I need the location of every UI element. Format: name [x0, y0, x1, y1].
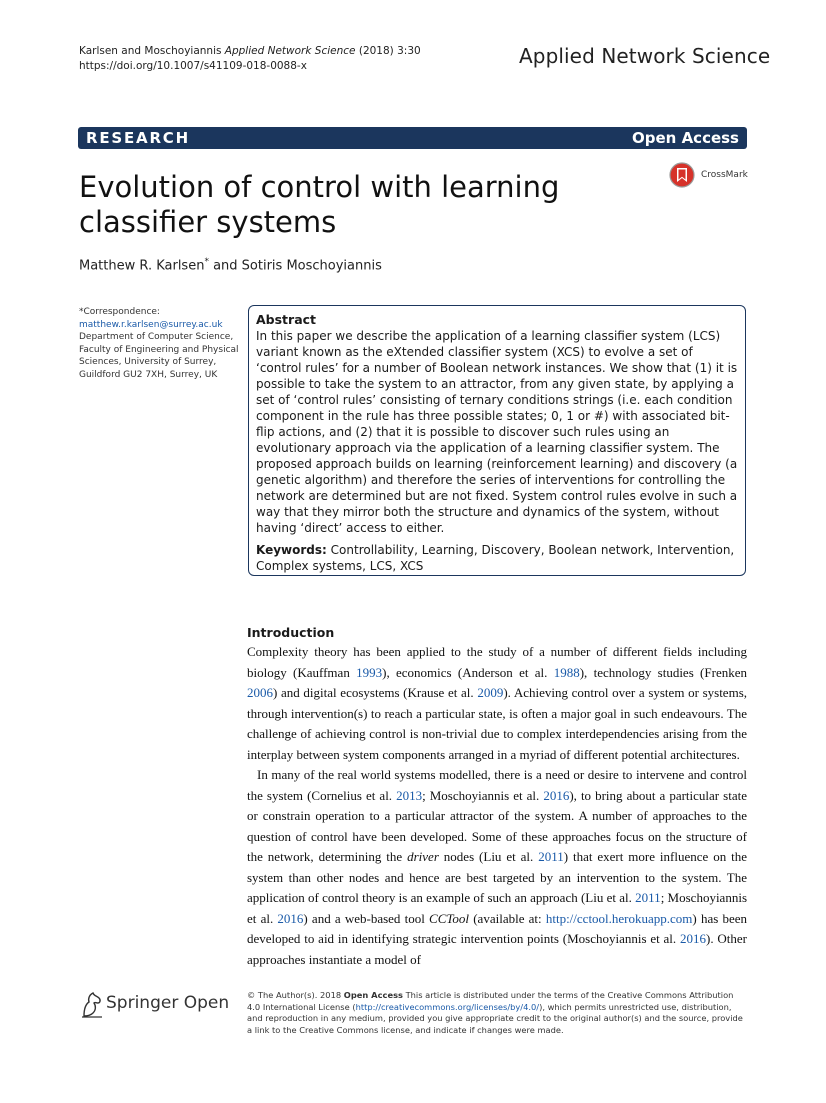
article-type-label: RESEARCH	[86, 129, 190, 147]
citation-link[interactable]: 1988	[553, 664, 580, 680]
paragraph-text: ), technology studies (Frenken	[579, 664, 747, 680]
article-title: Evolution of control with learning classifier systems	[79, 170, 560, 239]
affiliation: Department of Computer Science, Faculty of Engineering and Physical Sciences, University of Surrey, Guildford GU2 7XH, Surrey, UK	[79, 332, 239, 380]
crossmark-icon	[668, 162, 696, 188]
author-list	[79, 257, 382, 273]
license-open-access: Open Access	[343, 990, 403, 1000]
license-link[interactable]: http://creativecommons.org/licenses/by/4.0/	[355, 1001, 540, 1012]
paragraph-text: ) that exert more influence on the system than other nodes and hence are best targeted by an intervention to the system. The application of control theory is an example of such an approach (Liu et al.	[247, 849, 747, 905]
paragraph-text: ) and a web-based tool	[303, 910, 430, 926]
journal-name: Applied Network Science	[519, 44, 771, 68]
paragraph-text: ), economics (Anderson et al.	[382, 664, 554, 680]
citation-link[interactable]: 2016	[680, 931, 706, 946]
open-access-label: Open Access	[632, 129, 739, 147]
abstract-text: In this paper we describe the application of a learning classifier system (LCS) variant known as the eXtended classifier system (XCS) to evolve a set of ‘control rules’ for a number of Boolean network instances. We show that (1) it is possible to take the system to an attractor, from any given state, by applying a set of ‘control rules’ consisting of ternary conditions strings (i.e. each condition component in the rule has three possible states; 0, 1 or #) with associated bit-flip actions, and (2) that it is possible to discover such rules using an evolutionary approach via the application of a learning classifier system. The proposed approach builds on learning (reinforcement learning) and discovery (a genetic algorithm) and therefore the series of interventions for controlling the network are determined but are not fixed. System control rules evolve in such a way that they mirror both the structure and dynamics of the system, without having ‘direct’ access to either.	[256, 329, 738, 535]
correspondence-block	[79, 306, 244, 381]
citation-link[interactable]: http://cctool.herokuapp.com	[545, 910, 693, 926]
correspondence-email[interactable]: matthew.r.karlsen@surrey.ac.uk	[79, 319, 223, 330]
publisher-name: Springer Open	[106, 993, 230, 1013]
correspondence-label: *Correspondence:	[79, 307, 160, 317]
paragraph-text: nodes (Liu et al.	[438, 849, 539, 864]
paragraph-text: ). Other approaches instantiate a model of	[247, 931, 747, 967]
citation-link[interactable]: 2011	[538, 849, 564, 864]
abstract-box	[248, 305, 746, 576]
body-paragraph	[247, 765, 747, 970]
article-type-banner	[78, 127, 747, 149]
license-prefix: © The Author(s). 2018	[247, 990, 344, 1000]
paragraph-text: In many of the real world systems modelled, there is a need or desire to intervene and control the system (Cornelius et al.	[247, 767, 747, 803]
abstract-heading: Abstract	[256, 312, 317, 327]
citation-link[interactable]: 1993	[356, 664, 383, 680]
springer-horse-icon	[80, 990, 104, 1018]
body-paragraph	[247, 642, 747, 765]
citation-authors: Karlsen and Moschoyiannis	[79, 45, 222, 57]
paragraph-text: ). Achieving control over a system or systems, through intervention(s) to reach a particular state, is often a major goal in such endeavours. The challenge of achieving control is non-trivial due to complex interdependencies arising from the interplay between system components arranged in a myriad of different potential architectures.	[247, 685, 747, 762]
paragraph-text: ; Moschoyiannis et al.	[422, 787, 544, 803]
license-text: This article is distributed under the terms of the Creative Commons Attribution 4.0 International License (	[247, 990, 734, 1012]
citation-link[interactable]: 2016	[543, 787, 570, 803]
springer-open-logo	[80, 990, 240, 1020]
citation-link[interactable]: 2016	[277, 910, 304, 926]
citation-journal: Applied Network Science	[224, 45, 356, 57]
license-statement	[247, 990, 747, 1036]
paragraph-text: ), to bring about a particular state or constrain operation to a particular attractor of the system. A number of approaches to the question of control have been developed. Some of these approaches focus on the structure of the network, determining the	[247, 787, 747, 864]
paragraph-text: ; Moschoyiannis et al.	[247, 890, 747, 926]
author-name: and Sotiris Moschoyiannis	[208, 258, 382, 274]
keywords-label: Keywords:	[256, 543, 327, 557]
paragraph-text: Complexity theory has been applied to the study of a number of different fields including biology (Kauffman	[247, 644, 747, 680]
crossmark-badge[interactable]	[668, 162, 758, 188]
corresponding-mark: *	[204, 257, 209, 267]
doi-link[interactable]: https://doi.org/10.1007/s41109-018-0088-x	[79, 60, 307, 72]
author-name: Matthew R. Karlsen	[79, 258, 205, 274]
emphasis-text: CCTool	[429, 910, 470, 926]
emphasis-text: driver	[407, 849, 439, 864]
keywords	[256, 542, 740, 574]
citation-line	[79, 44, 421, 59]
license-text: ), which permits unrestricted use, distribution, and reproduction in any medium, provided you give appropriate credit to the original author(s) and the source, provide a link to the Creative Commons license, and indicate if changes were made.	[247, 1001, 743, 1035]
citation-year: (2018) 3:30	[358, 45, 421, 57]
section-heading: Introduction	[247, 625, 335, 640]
paragraph-text: (available at:	[469, 910, 546, 926]
paragraph-text: ) has been developed to aid in identifying strategic intervention points (Moschoyiannis et al.	[247, 910, 747, 946]
citation-link[interactable]: 2006	[247, 685, 273, 700]
citation-link[interactable]: 2011	[635, 890, 661, 905]
keywords-list: Controllability, Learning, Discovery, Boolean network, Intervention, Complex systems, LCS, XCS	[256, 543, 735, 573]
crossmark-label: CrossMark	[701, 170, 748, 180]
citation-link[interactable]: 2013	[396, 787, 423, 803]
citation-link[interactable]: 2009	[477, 685, 504, 700]
paragraph-text: ) and digital ecosystems (Krause et al.	[273, 685, 478, 700]
introduction-section	[247, 625, 747, 970]
